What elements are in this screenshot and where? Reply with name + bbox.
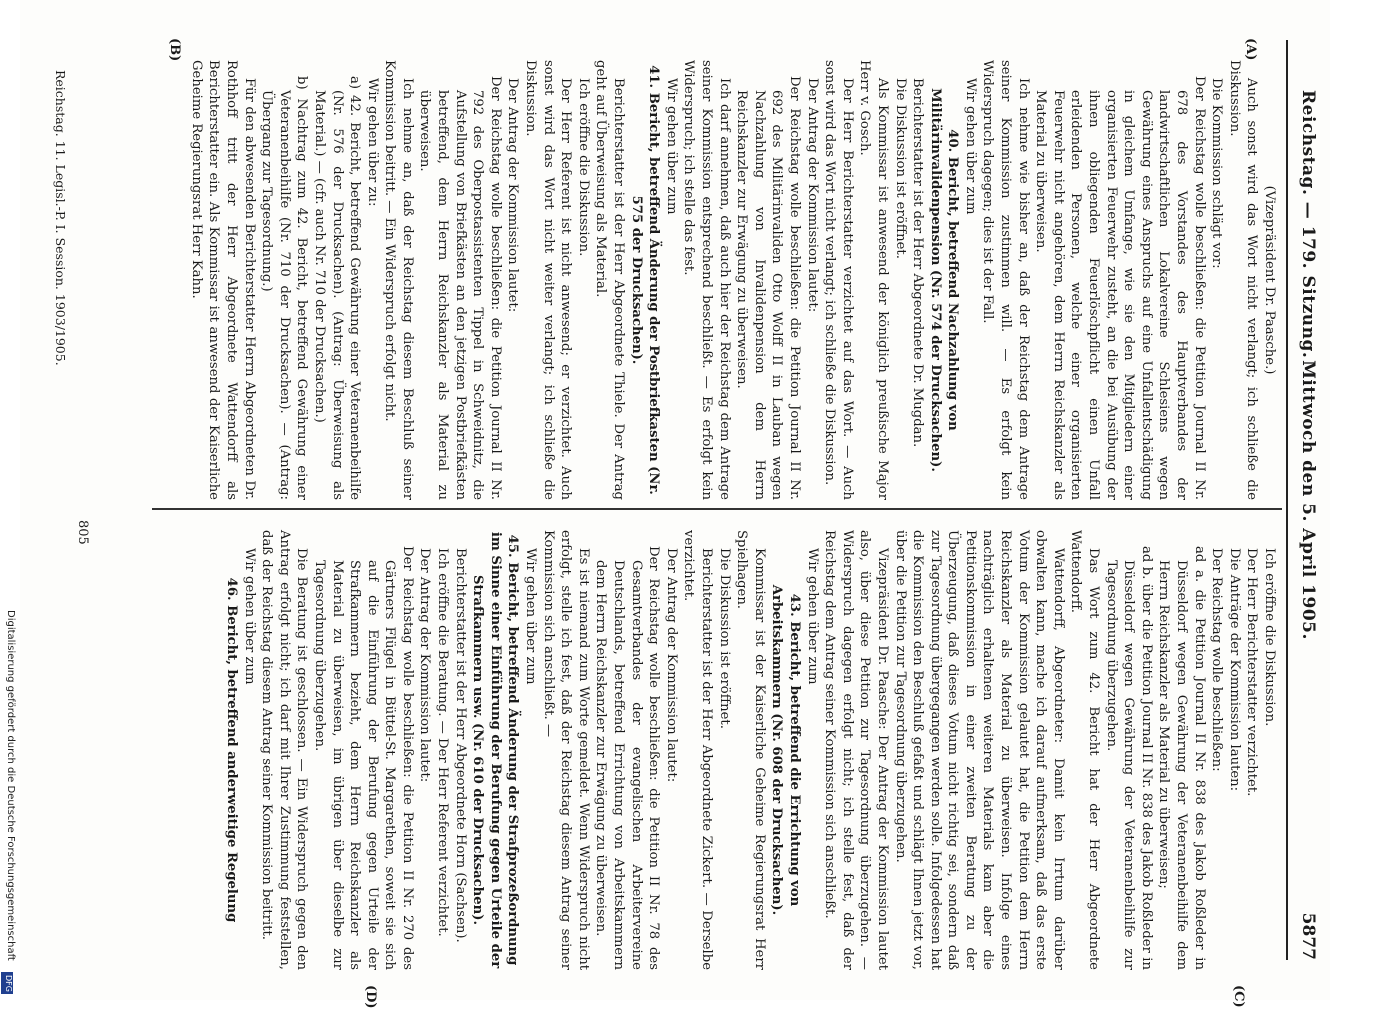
paragraph: Der Herr Berichterstatter verzichtet auf das Wort. — Auch sonst wird das Wort nicht verlangt; ich schließe die Diskussion. — [822, 60, 855, 500]
paragraph: Es ist niemand zum Worte gemeldet. Wenn Widerspruch nicht erfolgt, stelle ich fest, daß der Reichstag diesem Antrag seiner Kommission sich anschließt. — — [540, 530, 591, 970]
paragraph: Als Kommissar ist anwesend der königlich preußische Major Herr v. Gosch. — [857, 60, 890, 500]
dfg-funding-note-text: Digitalisierung gefördert durch die Deutsche Forschungsgemeinschaft — [5, 610, 16, 961]
paragraph: ad b. über die Petition Journal II Nr. 838 des Jakob Roßleder in Düsseldorf wegen Gewährung der Veteranenbeihilfe zur Tagesordnung überzugehen. — [1103, 546, 1154, 970]
paragraph: Berichterstatter ist der Herr Abgeordnete Zickert. — Derselbe verzichtet. — [681, 530, 714, 970]
paragraph: Der Antrag der Kommission lautet: — [417, 548, 433, 783]
report-heading: 41. Bericht, betreffend Änderung der Postbriefkasten (Nr. 575 der Drucksachen). — [628, 65, 662, 495]
rotated-document-page — [20, 0, 1330, 1009]
paragraph: Berichterstatter ist der Herr Abgeordnete Horn (Sachsen). — [452, 548, 468, 943]
paragraph: Der Herr Berichterstatter verzichtet. — [1244, 548, 1260, 797]
paragraph: Die Kommission schlägt vor: — [1209, 78, 1225, 269]
paragraph: Der Herr Referent ist nicht anwesend; er verzichtet. Auch sonst wird das Wort nicht weiter verlangt; ich schließe die Diskussion. — [523, 60, 574, 500]
report-item-a: a) 42. Bericht, betreffend Gewährung einer Veteranenbeihilfe (Nr. 576 der Drucksachen). (Antrag: Überweisung als Material.) — (cfr. auch Nr. 710 der Drucksachen.) — [311, 76, 363, 500]
paragraph: Ich darf annehmen, daß auch hier der Reichstag dem Antrage seiner Kommission entsprechend beschließt. — Es erfolgt kein Widerspruch; ich stelle das fest. — [681, 60, 732, 500]
paragraph: Die Beratung ist geschlossen. — Ein Widerspruch gegen den Antrag erfolgt nicht; ich darf mit Ihrer Zustimmung feststellen, daß der Reichstag diesem Antrag seiner Kommission beitritt. — [259, 530, 310, 970]
report-item-b: b) Nachtrag zum 42. Bericht, betreffend Gewährung einer Veteranenbeihilfe (Nr. 710 der Drucksachen). — (Antrag: Übergang zur Tagesordnung.) — [259, 76, 310, 500]
header-date: Mittwoch den 5. April 1905. — [1298, 360, 1318, 640]
dfg-funding-note — [2, 610, 16, 995]
paragraph: Berichterstatter ist der Herr Abgeordnete Dr. Mugdan. — [910, 78, 926, 448]
paragraph: Der Reichstag wolle beschließen: die Petition Journal II Nr. 792 des Oberpostassistenten Tippel in Schweidnitz, die Aufstellung von Briefkästen an den jetzigen Postbriefkästen betreffend, dem Herrn Reichskanzler als Material zu überweisen. — [417, 76, 503, 500]
margin-marker-b: (B) — [167, 38, 182, 62]
paragraph: Vizepräsident Dr. Paasche: Der Antrag der Kommission lautet also, über diese Petition zur Tagesordnung überzugehen. — Widerspruch dagegen erfolgt nicht; ich stelle fest, daß der Reichstag dem Antrag seiner Kommission sich anschließt. — [822, 530, 890, 970]
paragraph: (Vizepräsident Dr. Paasche.) — [1262, 185, 1277, 375]
paragraph: Auch sonst wird das Wort nicht verlangt; ich schließe die Diskussion. — [1226, 60, 1260, 500]
paragraph: Wir gehen über zum — [962, 78, 978, 215]
paragraph: Der Reichstag wolle beschließen: die Petition II Nr. 270 des Gärtners Flügel in Büttel-St. Margarethen, soweit sie sich auf die Einführung der Berufung gegen Urteile der Strafkammern bezieht, dem Herrn Reichskanzler als Material zu überweisen, im übrigen über dieselbe zur Tagesordnung überzugehen. — [311, 546, 415, 970]
paragraph: Die Diskussion ist eröffnet. — [892, 78, 908, 259]
column-divider — [152, 508, 1282, 510]
dfg-logo: DFG — [1, 972, 13, 994]
paragraph: Ich nehme an, daß der Reichstag diesem Beschluß seiner Kommission beitritt. — Ein Widerspruch erfolgt nicht. — [382, 60, 415, 500]
paragraph: Wir gehen über zum — [523, 548, 539, 685]
paragraph: Der Antrag der Kommission lautet: — [505, 78, 521, 313]
margin-marker-d: (D) — [363, 985, 378, 1009]
paragraph: Ich eröffne die Beratung. — Der Herr Referent verzichtet. — [435, 548, 451, 937]
report-heading: 46. Bericht, betreffend anderweitige Regelung — [223, 577, 239, 923]
paragraph: Wir gehen über zum — [241, 548, 257, 685]
paragraph: Für den abwesenden Berichterstatter Herrn Abgeordneten Dr. Rothhoff tritt der Herr Abgeordnete Wattendorff als Berichterstatter ein. Als Kommissar ist anwesend der Kaiserliche Geheime Regierungsrat Herr Kahn. — [188, 60, 257, 500]
footer-page-number: 805 — [75, 520, 90, 545]
paragraph: Der Antrag der Kommission lautet: — [804, 78, 820, 313]
paragraph: Der Antrag der Kommission lautet: — [663, 548, 679, 783]
left-text-column — [187, 60, 1278, 500]
paragraph: Kommissar ist der Kaiserliche Geheime Regierungsrat Herr Spielhagen. — [734, 530, 767, 970]
paragraph: Berichterstatter ist der Herr Abgeordnete Thiele. Der Antrag geht auf Überweisung als Material. — [593, 60, 627, 500]
paragraph: Wir gehen über zum — [663, 78, 679, 215]
right-text-column — [222, 530, 1278, 970]
paragraph: Der Reichstag wolle beschließen: die Petition II Nr. 78 des Gesamtverbandes der evangelischen Arbeitervereine Deutschlands, betreffend Errichtung von Arbeitskammern dem Herrn Reichskanzler zur Erwägung zu überweisen. — [593, 546, 662, 970]
paragraph: Der Reichstag wolle beschließen: die Petition Journal II Nr. 678 des Vorstandes des Hauptverbandes der landwirtschaftlichen Lokalvereine Schlesiens wegen Gewährung eines Anspruchs auf eine Unfallentschädigung in gleichem Umfange, wie sie den Mitgliedern einer organisierten Feuerwehr zusteht, an die bei Ausübung der ihnen obliegenden Feuerlöschpflicht einen Unfall erleidenden Personen, welche einer organisierten Feuerwehr nicht angehören, dem Herrn Reichskanzler als Material zu überweisen. — [1033, 76, 1207, 500]
paragraph: Wattendorff, Abgeordneter: Damit kein Irrtum darüber obwalten kann, mache ich darauf aufmerksam, daß das erste Votum der Kommission gelautet hat, die Petition dem Herrn Reichskanzler als Material zu überweisen. Infolge eines nachträglich erhaltenen weiteren Materials kam aber die Petitionskommission in einer zweiten Beratung zu der Überzeugung, daß dieses Votum nicht richtig sei, sondern daß zur Tagesordnung übergegangen werden solle. Infolgedessen hat die Kommission den Beschluß gefaßt und schlägt Ihnen jetzt vor, über die Petition zur Tagesordnung überzugehen. — [892, 530, 1066, 970]
paragraph: ad a. die Petition Journal II Nr. 838 des Jakob Roßleder in Düsseldorf wegen Gewährung der Veteranenbeihilfe dem Herrn Reichskanzler als Material zu überweisen; — [1156, 546, 1207, 970]
footer-session: Reichstag. 11. Legisl.-P. I. Session. 1903/1905. — [53, 70, 68, 366]
paragraph: Wir gehen über zu: — [364, 78, 380, 207]
paragraph: Ich eröffne die Diskussion. — [575, 78, 591, 257]
report-heading: 45. Bericht, betreffend Änderung der Strafprozeßordnung im Sinne einer Einführung der Berufung gegen Urteile der Strafkammern usw. (Nr. 610 der Drucksachen). — [470, 531, 521, 969]
paragraph: Wir gehen über zum — [804, 548, 820, 685]
paragraph: Ich nehme wie bisher an, daß der Reichstag dem Antrage seiner Kommission zustimmen will. — Es erfolgt kein Widerspruch dagegen; dies ist der Fall. — [980, 60, 1031, 500]
paragraph: Das Wort zum 42. Bericht hat der Herr Abgeordnete Wattendorff. — [1068, 530, 1102, 970]
report-heading: 43. Bericht, betreffend die Errichtung von Arbeitskammern (Nr. 608 der Drucksachen). — [769, 584, 802, 916]
page-header — [1286, 40, 1322, 960]
header-page-number: 5877 — [1298, 912, 1318, 960]
paragraph: Der Reichstag wolle beschließen: die Petition Journal II Nr. 692 des Militärinvaliden Otto Wolff II in Lauban wegen Nachzahlung von Invalidenpension dem Herrn Reichskanzler zur Erwägung zu überweisen. — [734, 76, 802, 500]
margin-marker-a: (A) — [1243, 38, 1258, 61]
margin-marker-c: (C) — [1231, 985, 1246, 1008]
paragraph: Die Diskussion ist eröffnet. — [716, 548, 732, 729]
paragraph: Der Reichstag wolle beschließen: — [1209, 548, 1225, 772]
header-session: Reichstag. — 179. Sitzung. — [1298, 90, 1318, 359]
paragraph: Die Anträge der Kommission lauten: — [1226, 548, 1242, 792]
paragraph: Ich eröffne die Diskussion. — [1262, 548, 1277, 727]
report-heading: 40. Bericht, betreffend Nachzahlung von Militärinvalidenpension (Nr. 574 der Drucksachen). — [927, 88, 961, 472]
